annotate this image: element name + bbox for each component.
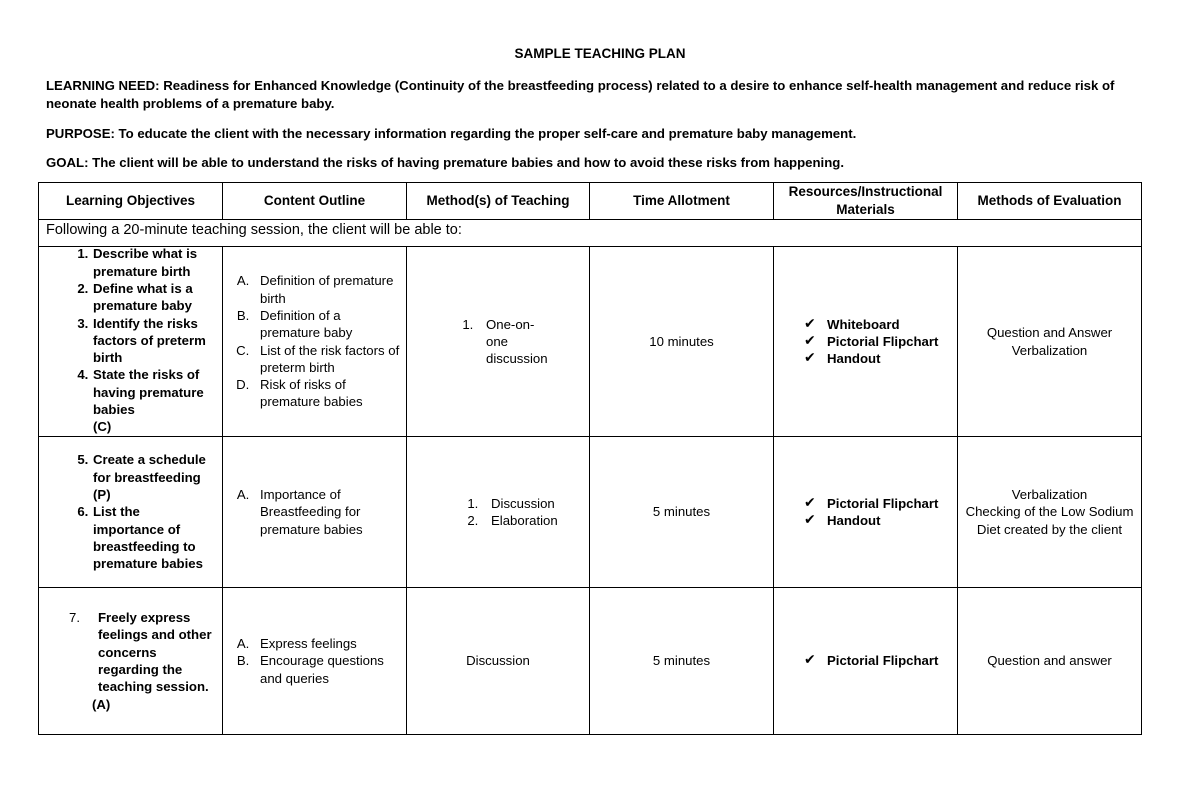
objective-number: 7. [69, 610, 80, 626]
table-row [39, 437, 1142, 588]
header-learning-objectives: Learning Objectives [39, 183, 223, 220]
objectives-cell [39, 588, 223, 735]
method-item: 1. One-on-one discussion [477, 316, 589, 368]
resources-cell [774, 588, 958, 735]
content-item: D. Risk of risks of premature babies [253, 376, 406, 411]
evaluation-cell [958, 247, 1142, 437]
evaluation-item: Question and Answer [986, 325, 1113, 341]
objective-item: 1. Describe what is premature birth [92, 245, 214, 280]
methods-cell [407, 437, 590, 588]
content-cell [223, 588, 407, 735]
checkmark-icon: ✔ [804, 511, 816, 527]
methods-cell: Discussion [407, 588, 590, 735]
goal: GOAL: The client will be able to understand the risks of having premature babies and how to avoid these risks from happening. [46, 155, 844, 170]
checkmark-icon: ✔ [804, 349, 816, 366]
content-item: C. List of the risk factors of preterm birth [253, 342, 406, 377]
resource-item: ✔ Pictorial Flipchart [804, 331, 939, 349]
checkmark-icon: ✔ [804, 314, 816, 331]
header-methods-of-teaching: Method(s) of Teaching [407, 183, 590, 220]
content-cell [223, 247, 407, 437]
content-item: A. Importance of Breastfeeding for premature babies [253, 486, 406, 538]
objective-item: 3. Identify the risks factors of preterm birth [92, 315, 214, 367]
purpose: PURPOSE: To educate the client with the necessary information regarding the proper self-care and premature baby management. [46, 126, 857, 141]
method-item: 2. Elaboration [482, 512, 589, 529]
checkmark-icon: ✔ [804, 651, 816, 668]
table-row [39, 247, 1142, 437]
time-cell: 5 minutes [590, 437, 774, 588]
evaluation-item: Question and answer [987, 653, 1112, 669]
header-methods-of-evaluation: Methods of Evaluation [958, 183, 1142, 220]
resource-item: ✔ Pictorial Flipchart [804, 651, 939, 669]
document-title: SAMPLE TEACHING PLAN [514, 46, 686, 61]
content-item: B. Definition of a premature baby [253, 307, 406, 342]
resources-cell [774, 247, 958, 437]
checkmark-icon: ✔ [804, 331, 816, 348]
evaluation-item: Verbalization [1011, 342, 1088, 358]
resource-item: ✔ Pictorial Flipchart [804, 493, 939, 511]
objective-domain-note: (C) [93, 419, 112, 435]
evaluation-item: Diet created by the client [976, 521, 1123, 537]
header-time-allotment: Time Allotment [590, 183, 774, 220]
content-item: A. Express feelings [253, 635, 406, 652]
method-item: 1. Discussion [482, 495, 589, 512]
objectives-cell [39, 437, 223, 588]
time-cell: 5 minutes [590, 588, 774, 735]
objective-item: 4. State the risks of having premature babies [92, 366, 214, 418]
content-cell [223, 437, 407, 588]
objective-item: 5. Create a schedule for breastfeeding (P) [92, 451, 214, 503]
methods-cell [407, 247, 590, 437]
evaluation-cell [958, 437, 1142, 588]
objective-item: 6. List the importance of breastfeeding to premature babies [92, 503, 214, 572]
resource-item: ✔ Handout [804, 511, 881, 528]
evaluation-item: Verbalization [1011, 487, 1088, 503]
checkmark-icon: ✔ [804, 493, 816, 510]
table-row [39, 588, 1142, 735]
content-item: B. Encourage questions and queries [253, 652, 406, 687]
objective-domain-note: (A) [92, 696, 111, 712]
intro-row [39, 220, 1142, 247]
evaluation-cell [958, 588, 1142, 735]
objectives-cell [39, 247, 223, 437]
resource-item: ✔ Whiteboard [804, 314, 900, 332]
header-resources: Resources/Instructional Materials [774, 183, 958, 220]
content-item: A. Definition of premature birth [253, 272, 406, 307]
objective-item: Freely express feelings and other concerns regarding the teaching session. [98, 610, 212, 695]
header-row [39, 183, 1142, 220]
time-cell: 10 minutes [590, 247, 774, 437]
evaluation-item: Checking of the Low Sodium [965, 504, 1134, 520]
resource-item: ✔ Handout [804, 349, 881, 367]
learning-need: LEARNING NEED: Readiness for Enhanced Knowledge (Continuity of the breastfeeding process) related to a desire to enhance self-health management and reduce risk of neonate health problems of a premature baby. [46, 78, 1115, 111]
objective-item: 2. Define what is a premature baby [92, 280, 214, 315]
intro-text: Following a 20-minute teaching session, the client will be able to: [39, 220, 1142, 247]
teaching-plan-table [38, 182, 1142, 735]
header-content-outline: Content Outline [223, 183, 407, 220]
resources-cell [774, 437, 958, 588]
